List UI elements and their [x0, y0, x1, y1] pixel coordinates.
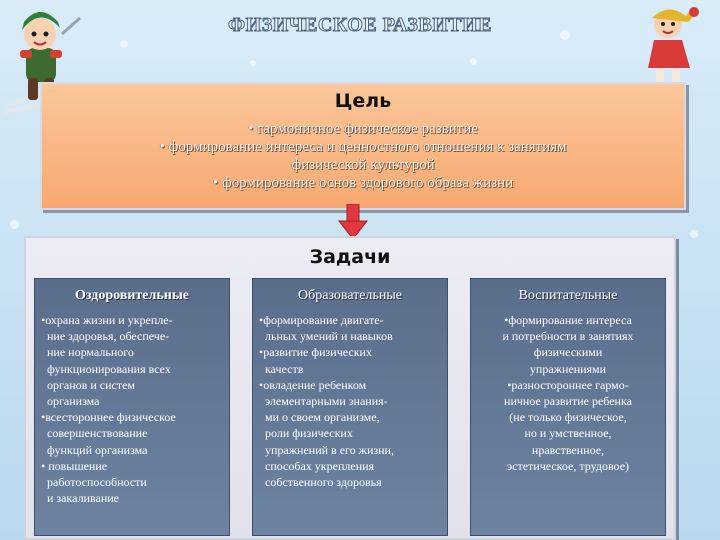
list-item: •овладение ребенком: [259, 377, 367, 392]
list-item: качеств: [265, 361, 304, 376]
list-item: •разностороннее гармо-: [507, 377, 629, 392]
snow-dot: [470, 58, 477, 65]
snow-dot: [250, 60, 256, 66]
list-item: функционирования всех: [47, 361, 171, 376]
list-item: •охрана жизни и укрепле-: [41, 313, 173, 327]
list-item: нравственное,: [531, 442, 605, 457]
goal-line: • гармоничное физическое развитие: [248, 121, 478, 137]
down-arrow-icon: [338, 204, 368, 240]
list-item: ние здоровья, обеспече-: [47, 329, 170, 344]
list-item: ничное развитие ребенка: [504, 394, 632, 409]
column-title: Воспитательные: [518, 288, 618, 303]
list-item: органов и систем: [47, 377, 135, 392]
list-item: ми о своем организме,: [265, 410, 380, 425]
list-item: • повышение: [41, 458, 108, 473]
list-item: •всестороннее физическое: [41, 410, 176, 425]
list-item: функций организма: [47, 442, 148, 457]
task-column-education: [252, 278, 448, 536]
task-column-upbringing: [470, 278, 666, 536]
list-item: элементарными знания-: [265, 394, 388, 409]
list-item: способах укрепления: [265, 458, 375, 473]
goal-box: [40, 82, 686, 210]
list-item: и закаливание: [47, 491, 119, 506]
list-item: (не только физическое,: [509, 410, 627, 425]
list-item: и потребности в занятиях: [502, 329, 634, 344]
tasks-heading: Задачи: [309, 246, 391, 268]
list-item: роли физических: [265, 426, 353, 441]
column-list: [253, 312, 447, 490]
column-list: [35, 312, 229, 506]
list-item: физическими: [533, 345, 603, 360]
goal-line: • формирование интереса и ценностного отношения к занятиям: [159, 139, 567, 155]
list-item: работоспособности: [47, 475, 147, 490]
list-item: •формирование двигате-: [259, 313, 384, 327]
column-list: [471, 312, 665, 474]
list-item: льных умений и навыков: [265, 329, 393, 344]
goal-text: [62, 120, 664, 192]
goal-line: физической культурой: [291, 157, 435, 173]
list-item: но и умственное,: [524, 426, 612, 441]
goal-heading: Цель: [334, 90, 392, 112]
goal-line: • формирование основ здорового образа жизни: [212, 175, 514, 191]
list-item: •формирование интереса: [504, 313, 632, 327]
snow-dot: [120, 40, 128, 48]
list-item: совершенствование: [47, 426, 148, 441]
column-title: Образовательные: [298, 288, 402, 303]
list-item: организма: [47, 394, 100, 409]
page-title: ФИЗИЧЕСКОЕ РАЗВИТИЕ: [227, 14, 492, 36]
list-item: упражнений в его жизни,: [265, 442, 394, 457]
task-column-health: [34, 278, 230, 536]
list-item: упражнениями: [529, 361, 607, 376]
column-title: Оздоровительные: [75, 288, 189, 303]
list-item: ние нормального: [47, 345, 134, 360]
snow-dot: [690, 230, 698, 238]
snow-dot: [10, 220, 19, 229]
list-item: •развитие физических: [259, 345, 372, 360]
tasks-panel: [24, 236, 676, 540]
list-item: собственного здоровья: [265, 475, 382, 490]
list-item: эстетическое, трудовое): [506, 458, 630, 473]
